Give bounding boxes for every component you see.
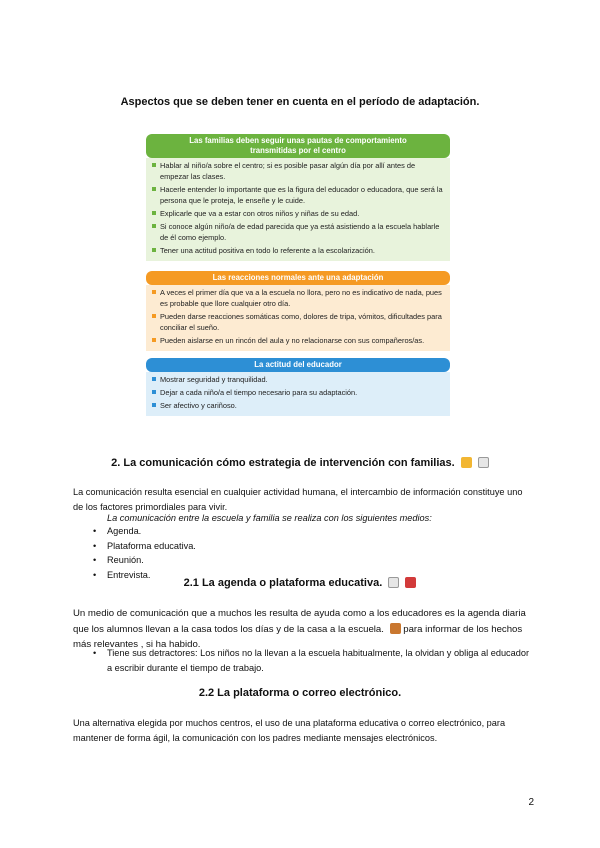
- educator-list: [146, 372, 450, 416]
- educator-box: [146, 358, 450, 416]
- reactions-list: [146, 285, 450, 351]
- open-book-emoji-icon: [388, 577, 399, 588]
- list-item: Hablar al niño/a sobre el centro; si es posible pasar algún día por allí antes de empezar las clases.: [152, 160, 444, 182]
- list-item: A veces el primer día que va a la escuela no llora, pero no es indicativo de nada, pues es probable que llore cualquier otro día.: [152, 287, 444, 309]
- list-item: Explicarle que va a estar con otros niños y niñas de su edad.: [152, 208, 444, 219]
- list-item: Mostrar seguridad y tranquilidad.: [152, 374, 444, 385]
- list-item: Dejar a cada niño/a el tiempo necesario para su adaptación.: [152, 387, 444, 398]
- list-item: • Agenda.: [87, 524, 387, 539]
- open-book-emoji-icon: [478, 457, 489, 468]
- list-item: Si conoce algún niño/a de edad parecida que ya está asistiendo a la escuela hablarle de él como ejemplo.: [152, 221, 444, 243]
- means-list: [87, 524, 387, 582]
- detractors-list: [87, 646, 535, 675]
- list-item: Pueden aislarse en un rincón del aula y no relacionarse con sus compañeros/as.: [152, 335, 444, 346]
- family-emoji-icon: [461, 457, 472, 468]
- families-heading: Las familias deben seguir unas pautas de comportamiento transmitidas por el centro: [146, 134, 450, 158]
- list-item: Tener una actitud positiva en todo lo referente a la escolarización.: [152, 245, 444, 256]
- page-title: Aspectos que se deben tener en cuenta en el período de adaptación.: [120, 96, 480, 108]
- red-book-emoji-icon: [405, 577, 416, 588]
- families-list: [146, 158, 450, 261]
- list-item: • Tiene sus detractores: Los niños no la llevan a la escuela habitualmente, la olvidan y obliga al educador a escribir durante el tiempo de trabajo.: [87, 646, 535, 675]
- list-item: Hacerle entender lo importante que es la figura del educador o educadora, que será la persona que le proteja, le enseñe y le cuide.: [152, 184, 444, 206]
- section22-heading: 2.2 La plataforma o correo electrónico.: [198, 687, 402, 699]
- section21-paragraph: Un medio de comunicación que a muchos les resulta de ayuda como a los educadores es la agenda diaria que los alumnos llevan a la casa todos los días y de la casa a la escuela. para informar de los hechos más relevantes , si ha habido.: [73, 608, 526, 650]
- educator-heading: La actitud del educador: [146, 358, 450, 372]
- list-item: Pueden darse reacciones somáticas como, dolores de tripa, vómitos, dificultades para conciliar el sueño.: [152, 311, 444, 333]
- reactions-heading: Las reacciones normales ante una adaptación: [146, 271, 450, 285]
- school-emoji-icon: [390, 623, 401, 634]
- list-item: • Plataforma educativa.: [87, 539, 387, 554]
- families-box: [146, 134, 450, 261]
- section2-italic: La comunicación entre la escuela y familia se realiza con los siguientes medios:: [107, 513, 432, 523]
- list-item: • Reunión.: [87, 553, 387, 568]
- section21-heading: 2.1 La agenda o plataforma educativa.: [120, 577, 480, 589]
- reactions-box: [146, 271, 450, 351]
- list-item: • Entrevista.: [87, 568, 387, 583]
- section2-heading: 2. La comunicación cómo estrategia de intervención con familias.: [60, 457, 540, 469]
- section22-paragraph: Una alternativa elegida por muchos centros, el uso de una plataforma educativa o correo electrónico, para mantener de forma ágil, la comunicación con los padres mediante mensajes electrónicos.: [73, 718, 506, 743]
- list-item: Ser afectivo y cariñoso.: [152, 400, 444, 411]
- section2-paragraph: La comunicación resulta esencial en cualquier actividad humana, el intercambio de información constituye uno de los factores primordiales para vivir.: [73, 487, 523, 512]
- page-number: 2: [528, 797, 534, 808]
